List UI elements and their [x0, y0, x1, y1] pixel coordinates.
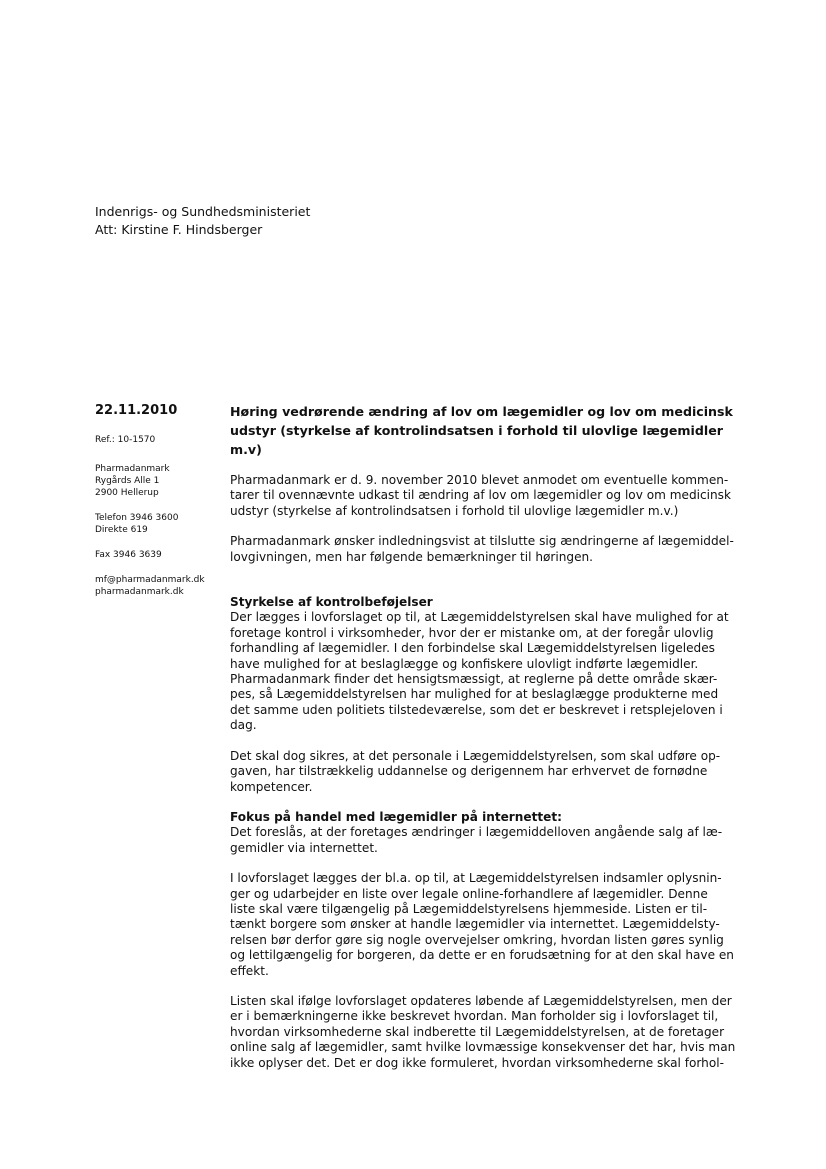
text-line: lovgivningen, men har følgende bemærkninger til høringen. — [230, 549, 594, 564]
subject-line: Høring vedrørende ændring af lov om lægemidler og lov om medicinsk — [230, 404, 733, 419]
letter-body — [230, 402, 736, 1086]
text-line: liste skal være tilgængelig på Lægemiddelstyrelsens hjemmeside. Listen er til- — [230, 901, 708, 916]
reference-number: Ref.: 10-1570 — [95, 435, 156, 445]
text-line: foretage kontrol i virksomheder, hvor der er mistanke om, at der foregår ulovlig — [230, 625, 714, 640]
body-paragraph — [230, 825, 730, 856]
sender-contact — [95, 574, 220, 598]
sender-email: mf@pharmadanmark.dk — [95, 575, 205, 585]
text-line: Pharmadanmark ønsker indledningsvist at tilslutte sig ændringerne af lægemiddel- — [230, 534, 734, 549]
text-line: Listen skal ifølge lovforslaget opdateres løbende af Lægemiddelstyrelsen, men der — [230, 993, 732, 1008]
recipient-address — [95, 203, 310, 239]
sender-street: Rygårds Alle 1 — [95, 476, 160, 486]
text-line: ger og udarbejder en liste over legale online-forhandlere af lægemidler. Denne — [230, 886, 708, 901]
text-line: udstyr (styrkelse af kontrolindsatsen i forhold til ulovlige lægemidler m.v.) — [230, 503, 679, 518]
recipient-attention: Att: Kirstine F. Hindsberger — [95, 222, 263, 237]
recipient-ministry: Indenrigs- og Sundhedsministeriet — [95, 204, 311, 219]
section-heading: Fokus på handel med lægemidler på internettet: — [230, 809, 562, 824]
text-line: Der lægges i lovforslaget op til, at Lægemiddelstyrelsen skal have mulighed for at — [230, 610, 729, 625]
letter-date: 22.11.2010 — [95, 403, 178, 418]
text-line: gemidler via internettet. — [230, 840, 378, 855]
section-internet — [230, 809, 736, 1071]
body-paragraph — [230, 610, 730, 733]
text-line: er i bemærkningerne ikke beskrevet hvordan. Man forholder sig i lovforslaget til, — [230, 1009, 719, 1024]
text-line: Det foreslås, at der foretages ændringer i lægemiddelloven angående salg af læ- — [230, 825, 723, 840]
text-line: effekt. — [230, 963, 269, 978]
text-line: tænkt borgere som ønsker at handle lægemidler via internettet. Lægemiddelsty- — [230, 917, 720, 932]
text-line: og lettilgængelig for borgeren, da dette er en forudsætning for at den skal have en — [230, 948, 734, 963]
intro-paragraph — [230, 473, 730, 519]
section-heading: Styrkelse af kontrolbeføjelser — [230, 595, 433, 610]
text-line: relsen bør derfor gøre sig nogle overvejelser omkring, hvordan listen gøres synlig — [230, 932, 724, 947]
sender-postal: 2900 Hellerup — [95, 488, 159, 498]
text-line: kompetencer. — [230, 779, 313, 794]
text-line: gaven, har tilstrækkelig uddannelse og derigennem har erhvervet de fornødne — [230, 764, 708, 779]
text-line: Det skal dog sikres, at det personale i Lægemiddelstyrelsen, som skal udføre op- — [230, 748, 721, 763]
sender-address — [95, 463, 220, 499]
text-line: have mulighed for at beslaglægge og konfiskere ulovligt indførte lægemidler. — [230, 656, 699, 671]
sender-fax: Fax 3946 3639 — [95, 550, 162, 560]
text-line: online salg af lægemidler, samt hvilke lovmæssige konsekvenser det har, hvis man — [230, 1040, 736, 1055]
subject-line: udstyr (styrkelse af kontrolindsatsen i forhold til ulovlige lægemidler — [230, 423, 723, 438]
text-line: Pharmadanmark er d. 9. november 2010 blevet anmodet om eventuelle kommen- — [230, 473, 729, 487]
sender-phones — [95, 512, 220, 536]
sender-phone: Telefon 3946 3600 — [95, 513, 179, 523]
text-line: ikke oplyser det. Det er dog ikke formuleret, hvordan virksomhederne skal forhol- — [230, 1055, 724, 1070]
sender-website: pharmadanmark.dk — [95, 587, 184, 597]
sender-sidebar — [95, 402, 220, 611]
sender-direct: Direkte 619 — [95, 525, 148, 535]
sender-fax-block — [95, 549, 220, 561]
text-line: pes, så Lægemiddelstyrelsen har mulighed for at beslaglægge produkterne med — [230, 687, 719, 702]
letter-subject — [230, 402, 733, 459]
text-line: det samme uden politiets tilstedeværelse, som det er beskrevet i retsplejeloven i — [230, 702, 723, 717]
text-line: tarer til ovennævnte udkast til ændring af lov om lægemidler og lov om medicinsk — [230, 488, 731, 503]
body-paragraph — [230, 871, 734, 979]
text-line: forhandling af lægemidler. I den forbindelse skal Lægemiddelstyrelsen ligeledes — [230, 641, 715, 656]
subject-line: m.v) — [230, 442, 262, 457]
text-line: dag. — [230, 718, 257, 733]
body-paragraph — [230, 749, 730, 795]
text-line: I lovforslaget lægges der bl.a. op til, at Lægemiddelstyrelsen indsamler oplysnin- — [230, 871, 722, 886]
text-line: Pharmadanmark finder det hensigtsmæssigt, at reglerne på dette område skær- — [230, 672, 718, 687]
intro-paragraph — [230, 534, 734, 565]
body-paragraph — [230, 993, 736, 1071]
text-line: hvordan virksomhederne skal indberette til Lægemiddelstyrelsen, at de foretager — [230, 1024, 725, 1039]
section-kontrol — [230, 595, 730, 795]
sender-org-name: Pharmadanmark — [95, 464, 170, 474]
